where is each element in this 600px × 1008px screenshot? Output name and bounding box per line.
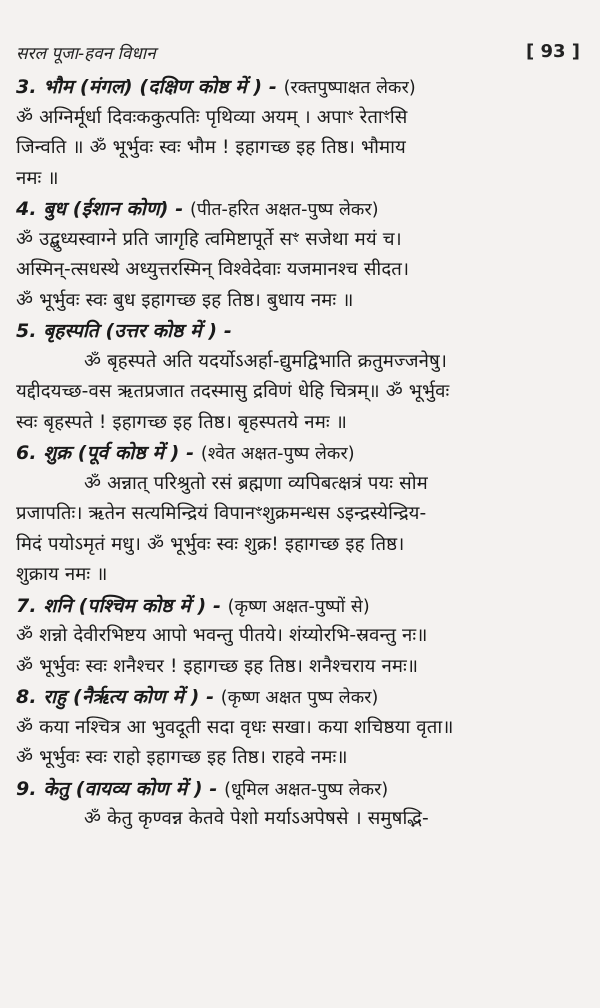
text-line: ॐ भूर्भुवः स्वः बुध इहागच्छ इह तिष्ठ। बुधाय नमः ॥ [16, 289, 354, 311]
heading-text: 3. भौम (मंगल) (दक्षिण कोष्ठ में ) - [16, 76, 277, 98]
running-header [16, 41, 588, 65]
text-line: जिन्वति ॥ ॐ भूर्भुवः स्वः भौम ! इहागच्छ इह तिष्ठ। भौमाय [16, 137, 406, 158]
heading-instruction: (श्वेत अक्षत-पुष्प लेकर) [200, 444, 355, 464]
text-line: ॐ केतु कृण्वन्न केतवे पेशो मर्याऽअपेषसे । समुषद्भि- [84, 808, 429, 829]
text-line: प्रजापतिः। ऋतेन सत्यमिन्द्रियं विपानꣳशुक्रमन्धस ऽइन्द्रस्येन्द्रिय- [16, 503, 427, 524]
text-line: ॐ अग्निर्मूर्धा दिवःककुत्पतिः पृथिव्या अयम् । अपाꣳ रेताꣳसि [16, 106, 408, 128]
heading-text: 7. शनि (पश्चिम कोष्ठ में ) - [16, 594, 221, 617]
heading-text: 4. बुध (ईशान कोण) - [16, 198, 184, 220]
text-line: ॐ कया नश्चित्र आ भुवदूती सदा वृधः सखा। कया शचिष्ठया वृता॥ [16, 716, 454, 738]
text-line: ॐ अन्नात् परिश्रुतो रसं ब्रह्मणा व्यपिबत्क्षत्रं पयः सोम [84, 472, 428, 494]
page-body [16, 72, 588, 835]
section-heading [16, 72, 588, 103]
text-line: ॐ शन्नो देवीरभिष्टय आपो भवन्तु पीतये। शंय्योरभि-स्रवन्तु नः॥ [16, 625, 428, 646]
text-line: शुक्राय नमः ॥ [16, 564, 108, 585]
heading-text: 5. बृहस्पति (उत्तर कोष्ठ में ) - [16, 320, 232, 342]
heading-text: 6. शुक्र (पूर्व कोष्ठ में ) - [16, 442, 195, 464]
text-line: अस्मिन्-त्सधस्थे अध्युत्तरस्मिन् विश्वेदेवाः यजमानश्च सीदत। [16, 259, 410, 280]
text-line: यद्दीदयच्छ-वस ऋतप्रजात तदस्मासु द्रविणं धेहि चित्रम्॥ ॐ भूर्भुवः [16, 381, 450, 402]
section-heading [16, 316, 588, 347]
text-line: ॐ उद्बुध्यस्वाग्ने प्रति जागृहि त्वमिष्टापूर्ते सꣳ सजेथा मयं च। [16, 228, 402, 250]
heading-instruction: (पीत-हरित अक्षत-पुष्प लेकर) [189, 200, 379, 220]
text-line: मिदं पयोऽमृतं मधु। ॐ भूर्भुवः स्वः शुक्र! इहागच्छ इह तिष्ठ। [16, 533, 405, 555]
section-heading [16, 682, 588, 713]
text-line: नमः ॥ [16, 167, 59, 189]
text-line: ॐ भूर्भुवः स्वः राहो इहागच्छ इह तिष्ठ। राहवे नमः॥ [16, 747, 348, 768]
section-heading [16, 591, 588, 622]
heading-instruction: (धूमिल अक्षत-पुष्प लेकर) [224, 779, 389, 800]
section-heading [16, 194, 588, 225]
page-number: [ 93 ] [525, 41, 580, 62]
book-title: सरल पूजा-हवन विधान [16, 44, 156, 64]
heading-text: 9. केतु (वायव्य कोण में ) - [16, 777, 218, 800]
heading-instruction: (रक्तपुष्पाक्षत लेकर) [283, 78, 416, 98]
text-line: ॐ भूर्भुवः स्वः शनैश्चर ! इहागच्छ इह तिष्ठ। शनैश्चराय नमः॥ [16, 655, 419, 677]
section-heading [16, 774, 588, 805]
heading-text: 8. राहु (नैर्ऋत्य कोण में ) - [16, 686, 215, 708]
heading-instruction: (कृष्ण अक्षत पुष्प लेकर) [220, 688, 379, 708]
heading-instruction: (कृष्ण अक्षत-पुष्पों से) [227, 596, 370, 617]
text-line: स्वः बृहस्पते ! इहागच्छ इह तिष्ठ। बृहस्पतये नमः ॥ [16, 411, 347, 433]
section-heading [16, 438, 588, 469]
text-line: ॐ बृहस्पते अति यदर्योऽअर्हा-द्युमद्विभाति क्रतुमज्जनेषु। [84, 350, 448, 372]
